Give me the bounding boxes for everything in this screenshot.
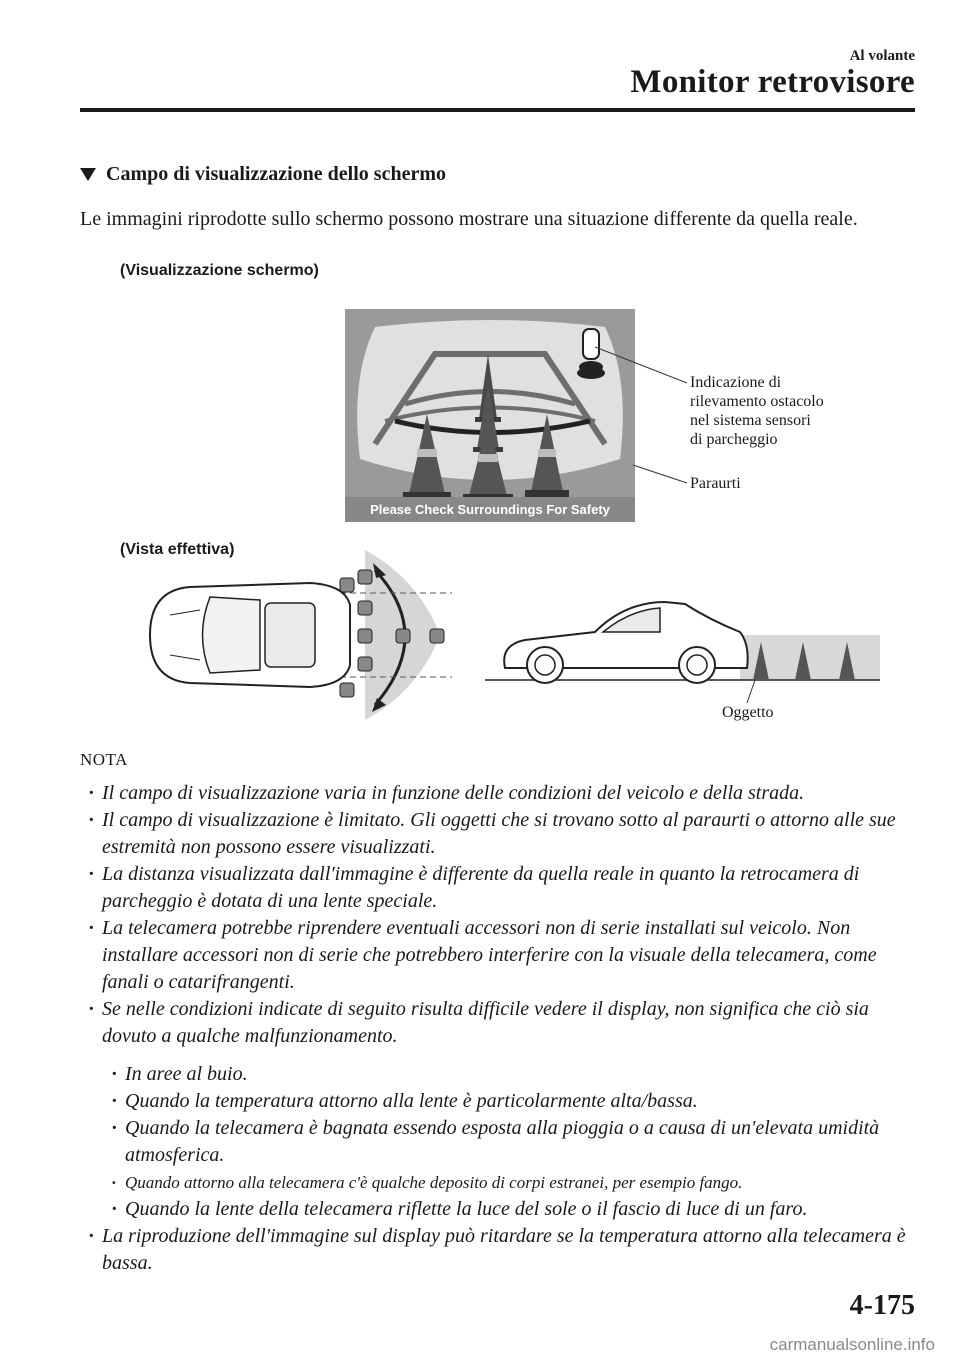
top-view-illustration: [140, 545, 460, 725]
note-subitem: · Quando la temperatura attorno alla lente è particolarmente alta/bassa.: [80, 1088, 925, 1115]
callout-leader-lines: [595, 345, 690, 485]
note-subitem: · In aree al buio.: [80, 1061, 925, 1088]
triangle-down-icon: [80, 168, 96, 181]
note-item: · Il campo di visualizzazione è limitato. Gli oggetti che si trovano sotto al paraurti o attorno alle sue estremità non possono essere visualizzati.: [80, 807, 925, 861]
intro-paragraph: Le immagini riprodotte sullo schermo possono mostrare una situazione differente da quella reale.: [80, 208, 858, 230]
note-item: · Se nelle condizioni indicate di seguito risulta difficile vedere il display, non significa che ciò sia dovuto a qualche malfunzionamento.: [80, 996, 925, 1050]
page-title: Monitor retrovisore: [630, 64, 915, 100]
watermark: carmanualsonline.info: [769, 1335, 935, 1354]
obstacle-callout-line: di parcheggio: [690, 431, 778, 448]
note-item: · La telecamera potrebbe riprendere eventuali accessori non di serie installati sul veicolo. Non installare accessori non di serie che potrebbero interferire con la visuale della telecamera, come fanali o catarifrangenti.: [80, 915, 925, 996]
screen-view-label: (Visualizzazione schermo): [120, 262, 319, 279]
note-item: · Il campo di visualizzazione varia in funzione delle condizioni del veicolo e della strada.: [80, 780, 925, 807]
camera-screen-illustration: [345, 309, 635, 522]
screen-warning-message: Please Check Surroundings For Safety: [370, 502, 610, 517]
note-subitem: · Quando la telecamera è bagnata essendo esposta alla pioggia o a causa di un'elevata umidità atmosferica.: [80, 1115, 925, 1169]
object-callout: Oggetto: [722, 704, 774, 721]
bumper-callout: Paraurti: [690, 475, 741, 492]
obstacle-callout-line: Indicazione di: [690, 374, 782, 391]
header-section-label: Al volante: [849, 48, 915, 64]
side-view-illustration: [485, 590, 885, 720]
actual-view-label: (Vista effettiva): [120, 541, 235, 558]
section-heading: [80, 163, 446, 186]
note-subitem: · Quando attorno alla telecamera c'è qualche deposito di corpi estranei, per esempio fango.: [80, 1169, 925, 1196]
header-divider: [80, 108, 915, 112]
obstacle-callout-line: rilevamento ostacolo: [690, 393, 824, 410]
section-heading-text: Campo di visualizzazione dello schermo: [106, 163, 446, 185]
obstacle-callout-line: nel sistema sensori: [690, 412, 811, 429]
note-title: NOTA: [80, 750, 128, 769]
note-list: [80, 780, 925, 1277]
note-item: · La riproduzione dell'immagine sul display può ritardare se la temperatura attorno alla telecamera è bassa.: [80, 1223, 925, 1277]
page-number: 4-175: [849, 1290, 915, 1321]
note-subitem: · Quando la lente della telecamera riflette la luce del sole o il fascio di luce di un faro.: [80, 1196, 925, 1223]
note-item: · La distanza visualizzata dall'immagine è differente da quella reale in quanto la retrocamera di parcheggio è dotata di una lente speciale.: [80, 861, 925, 915]
obstacle-callout: [690, 373, 824, 449]
